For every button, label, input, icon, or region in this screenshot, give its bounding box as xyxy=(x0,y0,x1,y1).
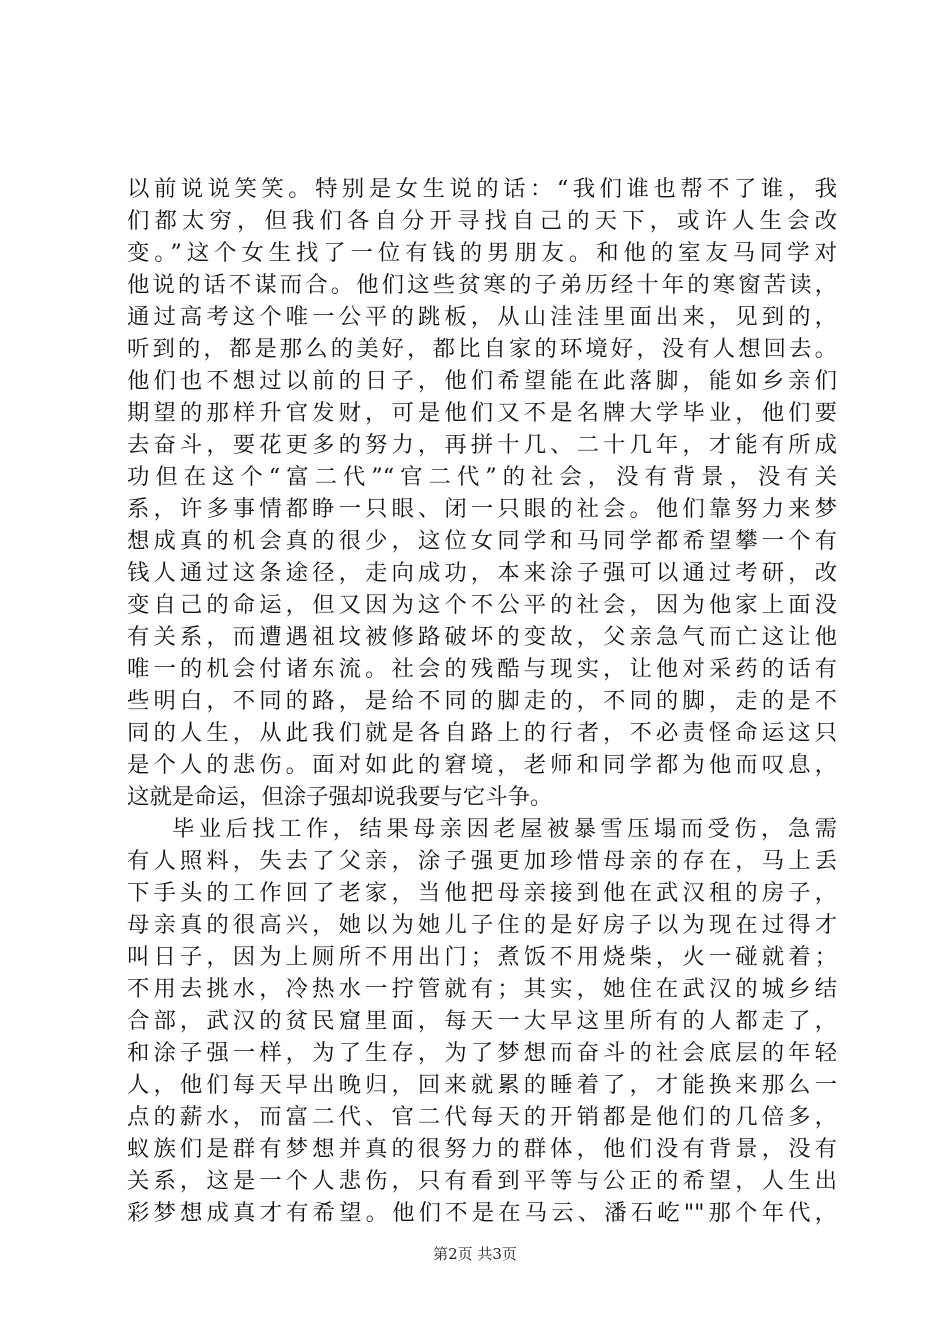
text-line: 和涂子强一样，为了生存，为了梦想而奋斗的社会底层的年轻 xyxy=(127,1040,837,1066)
text-line: 他们也不想过以前的日子，他们希望能在此落脚，能如乡亲们 xyxy=(127,368,837,394)
text-line: 功但在这个“富二代”“官二代”的社会，没有背景，没有关 xyxy=(127,464,837,490)
text-line: 有人照料，失去了父亲，涂子强更加珍惜母亲的存在，马上丢 xyxy=(127,848,837,874)
text-line: 唯一的机会付诸东流。社会的残酷与现实，让他对采药的话有 xyxy=(127,656,837,682)
text-line: 以前说说笑笑。特别是女生说的话：“我们谁也帮不了谁，我 xyxy=(127,176,837,202)
text-line: 些明白，不同的路，是给不同的脚走的，不同的脚，走的是不 xyxy=(127,688,837,714)
text-line: 蚁族们是群有梦想并真的很努力的群体，他们没有背景，没有 xyxy=(127,1136,837,1162)
text-line: 去奋斗，要花更多的努力，再拼十几、二十几年，才能有所成 xyxy=(127,432,837,458)
text-line: 下手头的工作回了老家，当他把母亲接到他在武汉租的房子， xyxy=(127,880,837,906)
text-line: 系，许多事情都睁一只眼、闭一只眼的社会。他们靠努力来梦 xyxy=(127,496,837,522)
text-line: 点的薪水，而富二代、官二代每天的开销都是他们的几倍多， xyxy=(127,1104,837,1130)
text-line: 人，他们每天早出晚归，回来就累的睡着了，才能换来那么一 xyxy=(127,1072,837,1098)
text-line: 同的人生，从此我们就是各自路上的行者，不必责怪命运这只 xyxy=(127,720,837,746)
text-line: 变自己的命运，但又因为这个不公平的社会，因为他家上面没 xyxy=(127,592,837,618)
text-line: 叫日子，因为上厕所不用出门；煮饭不用烧柴，火一碰就着； xyxy=(127,944,837,970)
text-line: 听到的，都是那么的美好，都比自家的环境好，没有人想回去。 xyxy=(127,336,837,362)
text-line: 彩梦想成真才有希望。他们不是在马云、潘石屹""那个年代， xyxy=(127,1200,837,1226)
text-line: 期望的那样升官发财，可是他们又不是名牌大学毕业，他们要 xyxy=(127,400,837,426)
text-line: 们都太穷，但我们各自分开寻找自己的天下，或许人生会改 xyxy=(127,208,837,234)
text-line: 有关系，而遭遇祖坟被修路破坏的变故，父亲急气而亡这让他 xyxy=(127,624,837,650)
text-line: 钱人通过这条途径，走向成功，本来涂子强可以通过考研，改 xyxy=(127,560,837,586)
text-line: 毕业后找工作，结果母亲因老屋被暴雪压塌而受伤，急需 xyxy=(172,816,837,842)
text-line: 是个人的悲伤。面对如此的窘境，老师和同学都为他而叹息， xyxy=(127,752,837,778)
page-footer: 第2页 共3页 xyxy=(433,1245,517,1263)
text-line: 不用去挑水，冷热水一拧管就有；其实，她住在武汉的城乡结 xyxy=(127,976,837,1002)
text-line: 这就是命运，但涂子强却说我要与它斗争。 xyxy=(127,784,553,810)
text-line: 他说的话不谋而合。他们这些贫寒的子弟历经十年的寒窗苦读， xyxy=(127,272,837,298)
paragraph xyxy=(127,813,837,1229)
text-line: 母亲真的很高兴，她以为她儿子住的是好房子以为现在过得才 xyxy=(127,912,837,938)
text-line: 关系，这是一个人悲伤，只有看到平等与公正的希望，人生出 xyxy=(127,1168,837,1194)
text-line: 合部，武汉的贫民窟里面，每天一大早这里所有的人都走了， xyxy=(127,1008,837,1034)
text-line: 变。”这个女生找了一位有钱的男朋友。和他的室友马同学对 xyxy=(127,240,837,266)
text-line: 通过高考这个唯一公平的跳板，从山洼洼里面出来，见到的， xyxy=(127,304,837,330)
paragraph xyxy=(127,173,837,813)
document-body xyxy=(127,173,837,1229)
text-line: 想成真的机会真的很少，这位女同学和马同学都希望攀一个有 xyxy=(127,528,837,554)
